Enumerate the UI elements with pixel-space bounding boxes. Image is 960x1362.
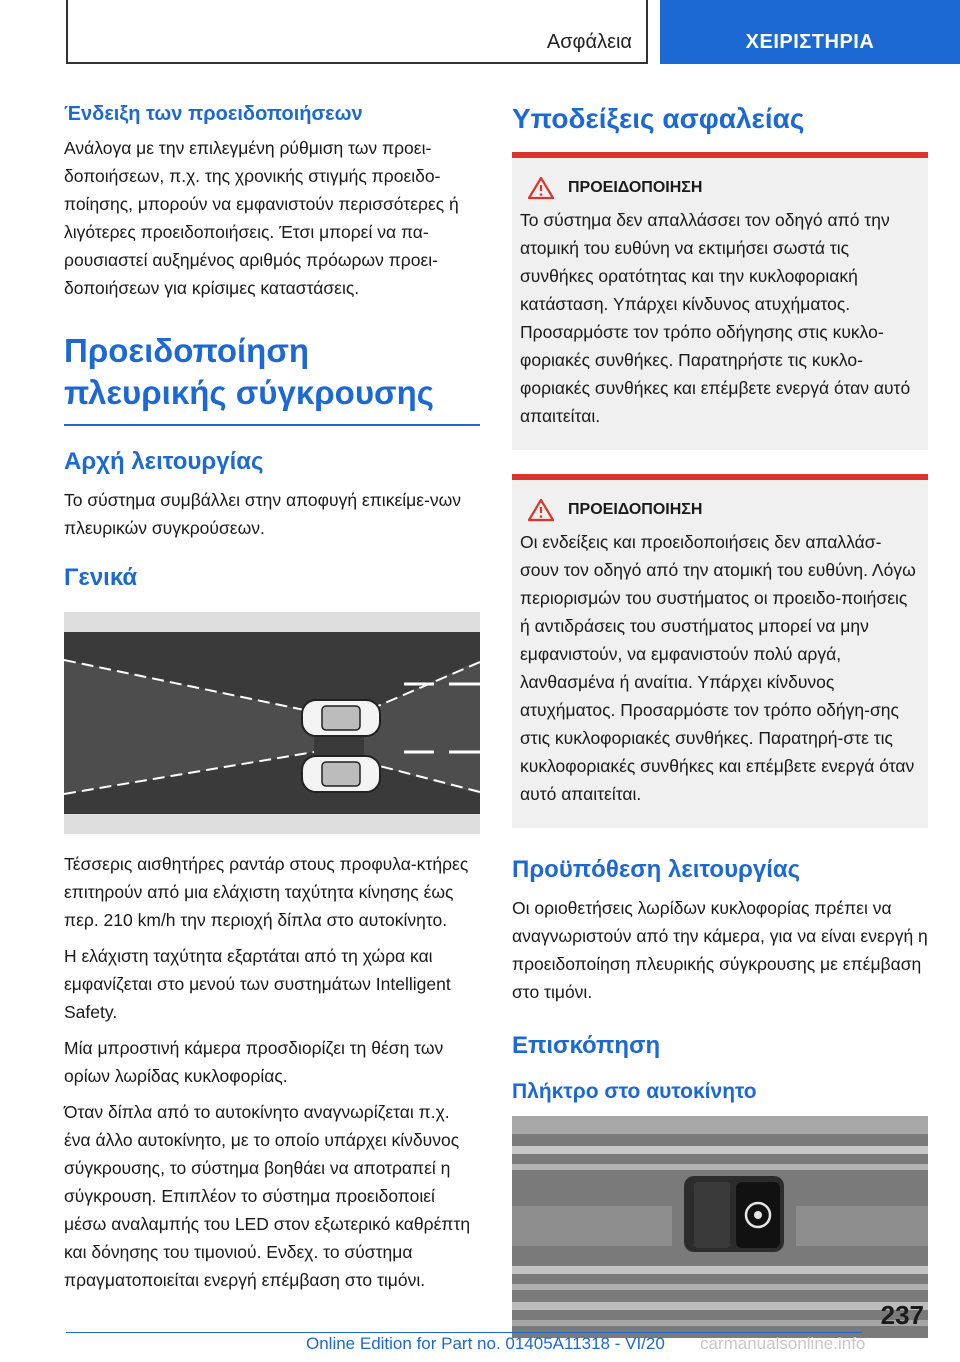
warning-triangle-icon xyxy=(528,498,554,522)
warning-triangle-icon xyxy=(528,176,554,200)
footer-rule xyxy=(66,1332,862,1333)
paragraph-prerequisite: Οι οριοθετήσεις λωρίδων κυκλοφορίας πρέπει να αναγνωριστούν από την κάμερα, για να είναι ενεργή η προειδοποίηση πλευρικής σύγκρουσης με επέμβαση στο τιμόνι. xyxy=(512,898,928,1002)
warning-box-1 xyxy=(512,158,928,450)
heading-principle: Αρχή λειτουργίας xyxy=(64,448,264,475)
warning-title-1 xyxy=(520,176,920,200)
vehicle-front xyxy=(302,700,380,736)
warning-text-2: Οι ενδείξεις και προειδοποιήσεις δεν απαλλάσ-σουν τον οδηγό από την ατομική του ευθύνη. Λόγω περιορισμών του συστήματος οι προειδο-ποιήσεις ή αντιδράσεις του συστήματος μπορεί να μην εμφανιστούν, να εμφανιστούν πολύ αργά, λανθασμένα ή αναίτια. Υπάρχει κίνδυνος ατυχήματος. Προσαρμόστε τον τρόπο οδήγη-σης στις κυκλοφοριακές συνθήκες. Παρατηρή-στε τις κυκλοφοριακές συνθήκες και επέμβετε ενεργά όταν αυτό απαιτείται. xyxy=(520,532,916,804)
heading-overview: Επισκόπηση xyxy=(512,1032,661,1059)
paragraph-collision-assist: Όταν δίπλα από το αυτοκίνητο αναγνωρίζεται π.χ. ένα άλλο αυτοκίνητο, με το οποίο υπάρχει κίνδυνος σύγκρουσης, το σύστημα βοηθάει να αποτραπεί η σύγκρουση. Επιπλέον το σύστημα προειδοποιεί μέσω αναλαμπής του LED στον εξωτερικό καθρέπτη και δόνησης του τιμονιού. Ενδεχ. το σύστημα πραγματοποιείται ενεργή επέμβαση στο τιμόνι. xyxy=(64,1102,471,1290)
header-section-title: Ασφάλεια xyxy=(546,31,632,53)
warning-text-1: Το σύστημα δεν απαλλάσσει τον οδηγό από την ατομική του ευθύνη να εκτιμήσει σωστά τις συνθήκες ορατότητας και την κυκλοφοριακή κατάσταση. Υπάρχει κίνδυνος ατυχήματος. Προσαρμόστε τον τρόπο οδήγησης στις κυκλο-φοριακές συνθήκες. Παρατηρήστε τις κυκλο-φοριακές συνθήκες και επέμβετε ενεργά όταν αυτό απαιτείται. xyxy=(520,210,911,426)
paragraph-warning-display: Ανάλογα με την επιλεγμένη ρύθμιση των προει-δοποιήσεων, π.χ. της χρονικής στιγμής προειδο-ποίησης, μπορούν να εμφανιστούν περισσότερες ή λιγότερες προειδοποιήσεις. Έτσι μπορεί να πα-ρουσιαστεί αυξημένος αριθμός πρόωρων προει-δοποιήσεων για κρίσιμες καταστάσεις. xyxy=(64,138,459,298)
paragraph-front-camera: Μία μπροστινή κάμερα προσδιορίζει τη θέση των ορίων λωρίδας κυκλοφορίας. xyxy=(64,1038,444,1086)
heading-general: Γενικά xyxy=(64,564,138,591)
warning-box-2 xyxy=(512,480,928,828)
header-chapter-tab[interactable]: ΧΕΙΡΙΣΤΗΡΙΑ xyxy=(660,0,960,64)
radar-zone-illustration xyxy=(64,612,480,834)
footer-watermark: carmanualsonline.info xyxy=(700,1334,866,1353)
heading-safety-notes: Υποδείξεις ασφαλείας xyxy=(512,103,805,134)
heading-button-in-car: Πλήκτρο στο αυτοκίνητο xyxy=(512,1080,757,1103)
heading-prerequisite: Προϋπόθεση λειτουργίας xyxy=(512,856,801,883)
warning-label-1: ΠΡΟΕΙΔΟΠΟΙΗΣΗ xyxy=(568,179,703,196)
heading-warning-display: Ένδειξη των προειδοποιήσεων xyxy=(64,103,363,125)
warning-title-2 xyxy=(520,498,920,522)
warning-label-2: ΠΡΟΕΙΔΟΠΟΙΗΣΗ xyxy=(568,501,703,518)
left-column xyxy=(64,100,480,1302)
button-photo xyxy=(512,1116,928,1338)
side-collision-figure xyxy=(64,612,480,834)
page-number: 237 xyxy=(880,1300,924,1330)
paragraph-radar-sensors: Τέσσερις αισθητήρες ραντάρ στους προφυλα-κτήρες επιτηρούν από μια ελάχιστη ταχύτητα κίνησης έως περ. 210 km/h την περιοχή δίπλα στο αυτοκίνητο. xyxy=(64,854,469,930)
footer-edition: Online Edition for Part no. 01405A11318 - VI/20 xyxy=(306,1334,665,1353)
paragraph-principle: Το σύστημα συμβάλλει στην αποφυγή επικείμε-νων πλευρικών συγκρούσεων. xyxy=(64,490,462,538)
dashboard-button-illustration xyxy=(512,1116,928,1338)
heading-rule xyxy=(64,424,480,426)
paragraph-min-speed: Η ελάχιστη ταχύτητα εξαρτάται από τη χώρα και εμφανίζεται στο μενού των συστημάτων Intelligent Safety. xyxy=(64,946,451,1022)
right-column xyxy=(512,100,928,1338)
vehicle-rear xyxy=(302,756,380,792)
heading-side-collision: Προειδοποίηση πλευρικής σύγκρουσης xyxy=(64,332,434,411)
